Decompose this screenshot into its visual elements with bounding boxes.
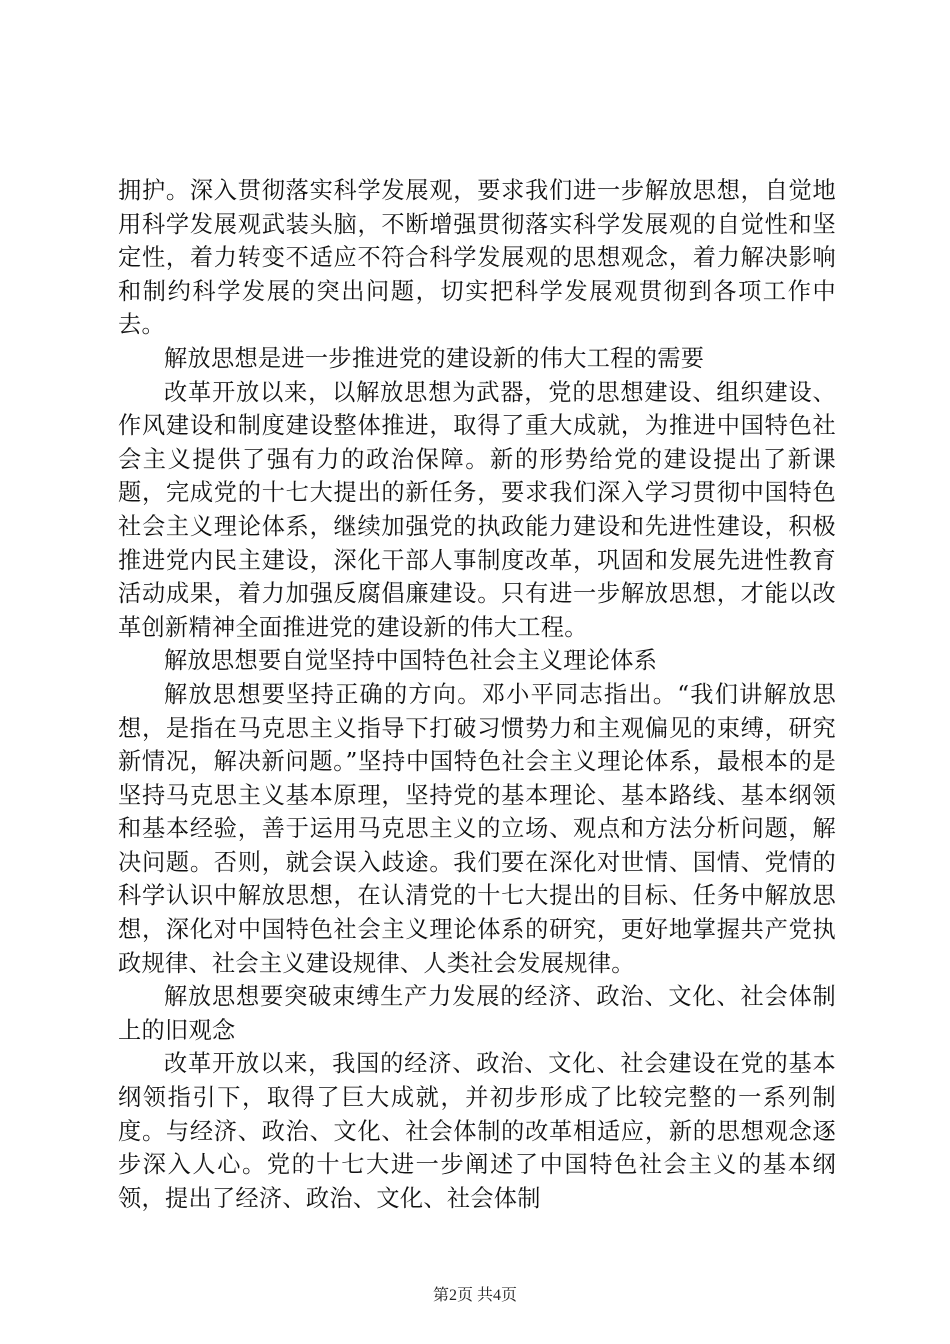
section-heading: 解放思想要自觉坚持中国特色社会主义理论体系	[164, 647, 658, 675]
paragraph-body: 拥护。深入贯彻落实科学发展观，要求我们进一步解放思想，自觉地用科学发展观武装头脑，不断增强贯彻落实科学发展观的自觉性和坚定性，着力转变不适应不符合科学发展观的思想观念，着力解决影响和制约科学发展的突出问题，切实把科学发展观贯彻到各项工作中去。	[118, 177, 836, 339]
page-number-footer: 第2页 共4页	[432, 1287, 517, 1304]
paragraph-body: 改革开放以来，以解放思想为武器，党的思想建设、组织建设、作风建设和制度建设整体推进，取得了重大成就，为推进中国特色社会主义提供了强有力的政治保障。新的形势给党的建设提出了新课题，完成党的十七大提出的新任务，要求我们深入学习贯彻中国特色社会主义理论体系，继续加强党的执政能力建设和先进性建设，积极推进党内民主建设，深化干部人事制度改革，巩固和发展先进性教育活动成果，着力加强反腐倡廉建设。只有进一步解放思想，才能以改革创新精神全面推进党的建设新的伟大工程。	[118, 378, 836, 641]
paragraph-body: 解放思想要坚持正确的方向。邓小平同志指出。“我们讲解放思想，是指在马克思主义指导下打破习惯势力和主观偏见的束缚，研究新情况，解决新问题。”坚持中国特色社会主义理论体系，最根本的是坚持马克思主义基本原理，坚持党的基本理论、基本路线、基本纲领和基本经验，善于运用马克思主义的立场、观点和方法分析问题，解决问题。否则，就会误入歧途。我们要在深化对世情、国情、党情的科学认识中解放思想，在认清党的十七大提出的目标、任务中解放思想，深化对中国特色社会主义理论体系的研究，更好地掌握共产党执政规律、社会主义建设规律、人类社会发展规律。	[118, 680, 836, 977]
section-heading: 解放思想是进一步推进党的建设新的伟大工程的需要	[164, 344, 705, 372]
paragraph-body: 改革开放以来，我国的经济、政治、文化、社会建设在党的基本纲领指引下，取得了巨大成就，并初步形成了比较完整的一系列制度。与经济、政治、文化、社会体制的改革相适应，新的思想观念逐步深入人心。党的十七大进一步阐述了中国特色社会主义的基本纲领，提出了经济、政治、文化、社会体制	[118, 1050, 836, 1212]
section-heading: 解放思想要突破束缚生产力发展的经济、政治、文化、社会体制上的旧观念	[118, 983, 836, 1044]
document-body	[118, 174, 836, 1215]
